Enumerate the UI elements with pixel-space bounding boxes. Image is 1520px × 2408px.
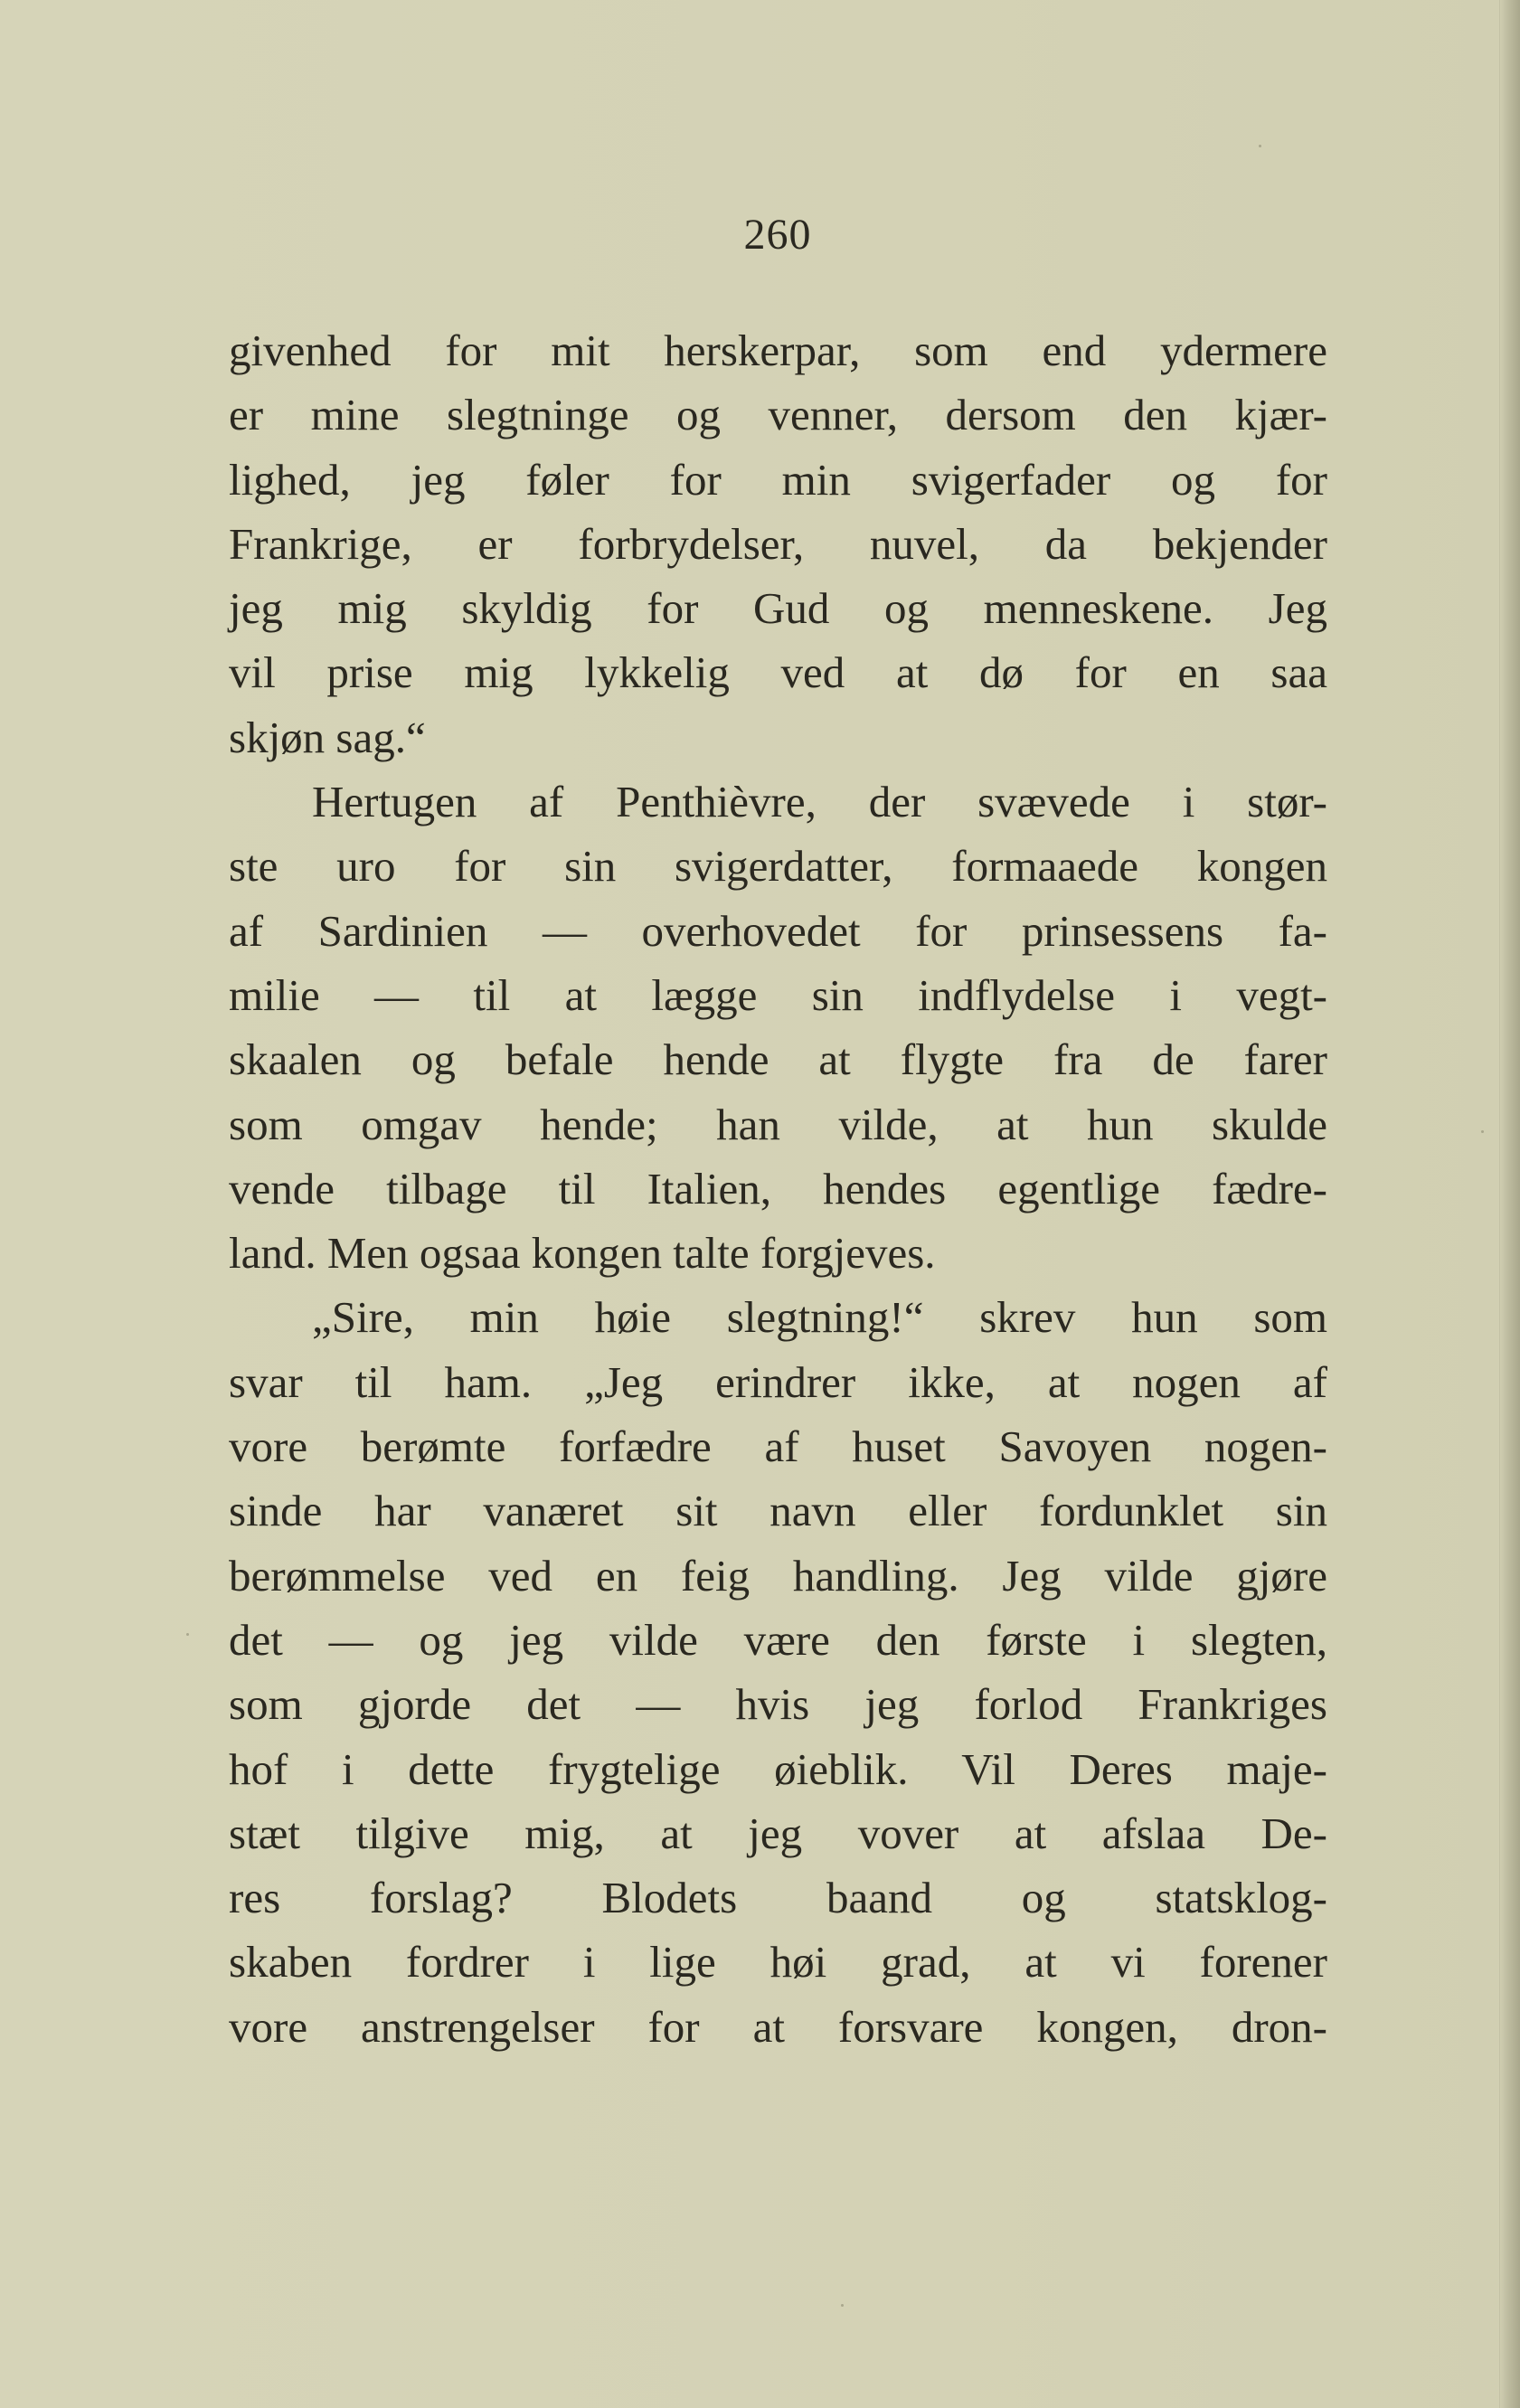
text-line: som omgav hende; han vilde, at hun skulde <box>229 1099 1327 1149</box>
text-line: vende tilbage til Italien, hendes egentlige fædre- <box>229 1163 1327 1213</box>
text-line: af Sardinien — overhovedet for prinsessens fa- <box>229 905 1327 956</box>
page-number: 260 <box>743 211 812 259</box>
text-line: skaalen og befale hende at flygte fra de farer <box>229 1034 1327 1085</box>
text-line: skjøn sag.“ <box>229 712 426 762</box>
text-line: er mine slegtninge og venner, dersom den kjær- <box>229 390 1327 440</box>
text-line: vore anstrengelser for at forsvare kongen, dron- <box>229 2001 1327 2052</box>
paper-speck <box>1481 1130 1484 1133</box>
text-line: jeg mig skyldig for Gud og menneskene. Jeg <box>229 583 1327 634</box>
paragraph <box>229 1285 1327 2059</box>
text-line: „Sire, min høie slegtning!“ skrev hun som <box>312 1292 1327 1343</box>
text-line: givenhed for mit herskerpar, som end ydermere <box>229 326 1327 375</box>
text-line: stæt tilgive mig, at jeg vover at afslaa De- <box>229 1808 1327 1858</box>
text-line: ste uro for sin svigerdatter, formaaede kongen <box>229 841 1327 892</box>
text-line: milie — til at lægge sin indflydelse i vegt- <box>229 969 1327 1020</box>
text-line: det — og jeg vilde være den første i slegten, <box>229 1614 1327 1665</box>
text-line: svar til ham. „Jeg erindrer ikke, at nogen af <box>229 1356 1327 1407</box>
text-line: skaben fordrer i lige høi grad, at vi forener <box>229 1937 1327 1988</box>
paragraph <box>229 318 1327 770</box>
body-text <box>229 318 1327 2059</box>
paper-speck <box>1259 145 1261 147</box>
text-line: land. Men ogsaa kongen talte forgjeves. <box>229 1228 936 1279</box>
text-line: vore berømte forfædre af huset Savoyen nogen- <box>229 1421 1327 1472</box>
text-line: res forslag? Blodets baand og statsklog- <box>229 1873 1327 1923</box>
paragraph <box>229 770 1327 1285</box>
text-line: hof i dette frygtelige øieblik. Vil Deres maje- <box>229 1743 1327 1794</box>
text-line: lighed, jeg føler for min svigerfader og for <box>229 454 1327 505</box>
text-line: vil prise mig lykkelig ved at dø for en saa <box>229 647 1327 698</box>
paper-speck <box>186 1633 189 1636</box>
paper-speck <box>841 2304 844 2307</box>
text-line: som gjorde det — hvis jeg forlod Frankriges <box>229 1679 1327 1730</box>
page-edge <box>1499 0 1520 2408</box>
text-line: berømmelse ved en feig handling. Jeg vilde gjøre <box>229 1550 1327 1601</box>
text-line: sinde har vanæret sit navn eller fordunklet sin <box>229 1486 1327 1536</box>
text-line: Frankrige, er forbrydelser, nuvel, da bekjender <box>229 518 1327 569</box>
text-line: Hertugen af Penthièvre, der svævede i stør- <box>312 777 1327 827</box>
